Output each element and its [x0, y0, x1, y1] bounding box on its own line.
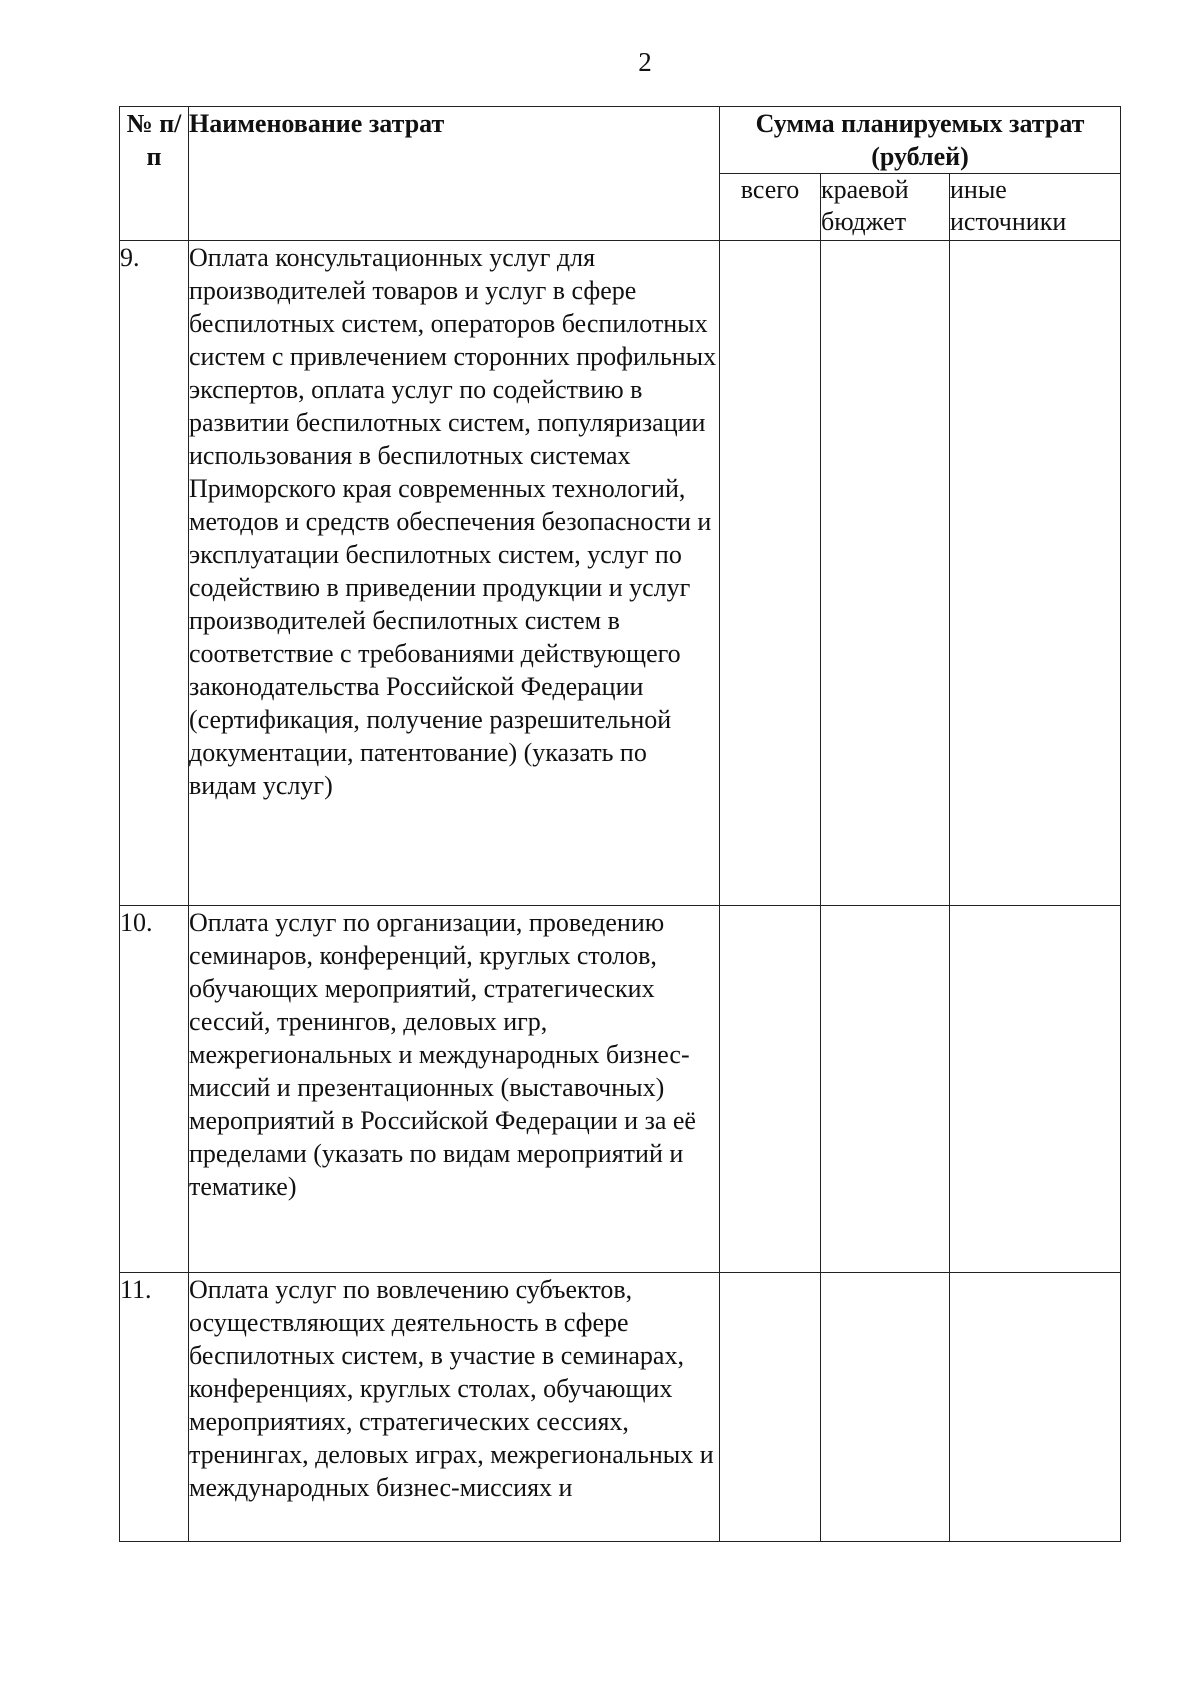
- row-description: Оплата консультационных услуг для производителей товаров и услуг в сфере беспилотных систем, операторов беспилотных систем с привлечением сторонних профильных экспертов, оплата услуг по содействию в развитии беспилотных систем, популяризации использования в беспилотных системах Приморского края современных технологий, методов и средств обеспечения безопасности и эксплуатации беспилотных систем, услуг по содействию в приведении продукции и услуг производителей беспилотных систем в соответствие с требованиями действующего законодательства Российской Федерации (сертификация, получение разрешительной документации, патентование) (указать по видам услуг): [189, 241, 720, 906]
- header-cost-name: Наименование затрат: [189, 107, 720, 241]
- row-regional-cell: [821, 1273, 950, 1542]
- row-other-cell: [950, 1273, 1121, 1542]
- table-row: [120, 1273, 1121, 1542]
- table-header: [120, 107, 1121, 241]
- header-regional-budget: краевой бюджет: [821, 174, 950, 241]
- row-description: Оплата услуг по организации, проведению семинаров, конференций, круглых столов, обучающих мероприятий, стратегических сессий, тренингов, деловых игр, межрегиональных и международных бизнес-миссий и презентационных (выставочных) мероприятий в Российской Федерации и за её пределами (указать по видам мероприятий и тематике): [189, 906, 720, 1273]
- header-other-sources: иные источники: [950, 174, 1121, 241]
- row-total-cell: [720, 241, 821, 906]
- table-row: [120, 241, 1121, 906]
- row-regional-cell: [821, 906, 950, 1273]
- header-row-top: [120, 107, 1121, 174]
- row-description: Оплата услуг по вовлечению субъектов, осуществляющих деятельность в сфере беспилотных систем, в участие в семинарах, конференциях, круглых столах, обучающих мероприятиях, стратегических сессиях, тренингах, деловых играх, межрегиональных и международных бизнес-миссиях и: [189, 1273, 720, 1542]
- row-total-cell: [720, 906, 821, 1273]
- row-total-cell: [720, 1273, 821, 1542]
- header-number: № п/п: [120, 107, 189, 241]
- row-other-cell: [950, 906, 1121, 1273]
- row-number: 10.: [120, 906, 189, 1273]
- costs-table: [119, 106, 1121, 1542]
- header-total: всего: [720, 174, 821, 241]
- row-number: 11.: [120, 1273, 189, 1542]
- row-regional-cell: [821, 241, 950, 906]
- row-other-cell: [950, 241, 1121, 906]
- row-number: 9.: [120, 241, 189, 906]
- header-planned-sum: Сумма планируемых затрат (рублей): [720, 107, 1121, 174]
- table-row: [120, 906, 1121, 1273]
- page-number: 2: [638, 47, 652, 77]
